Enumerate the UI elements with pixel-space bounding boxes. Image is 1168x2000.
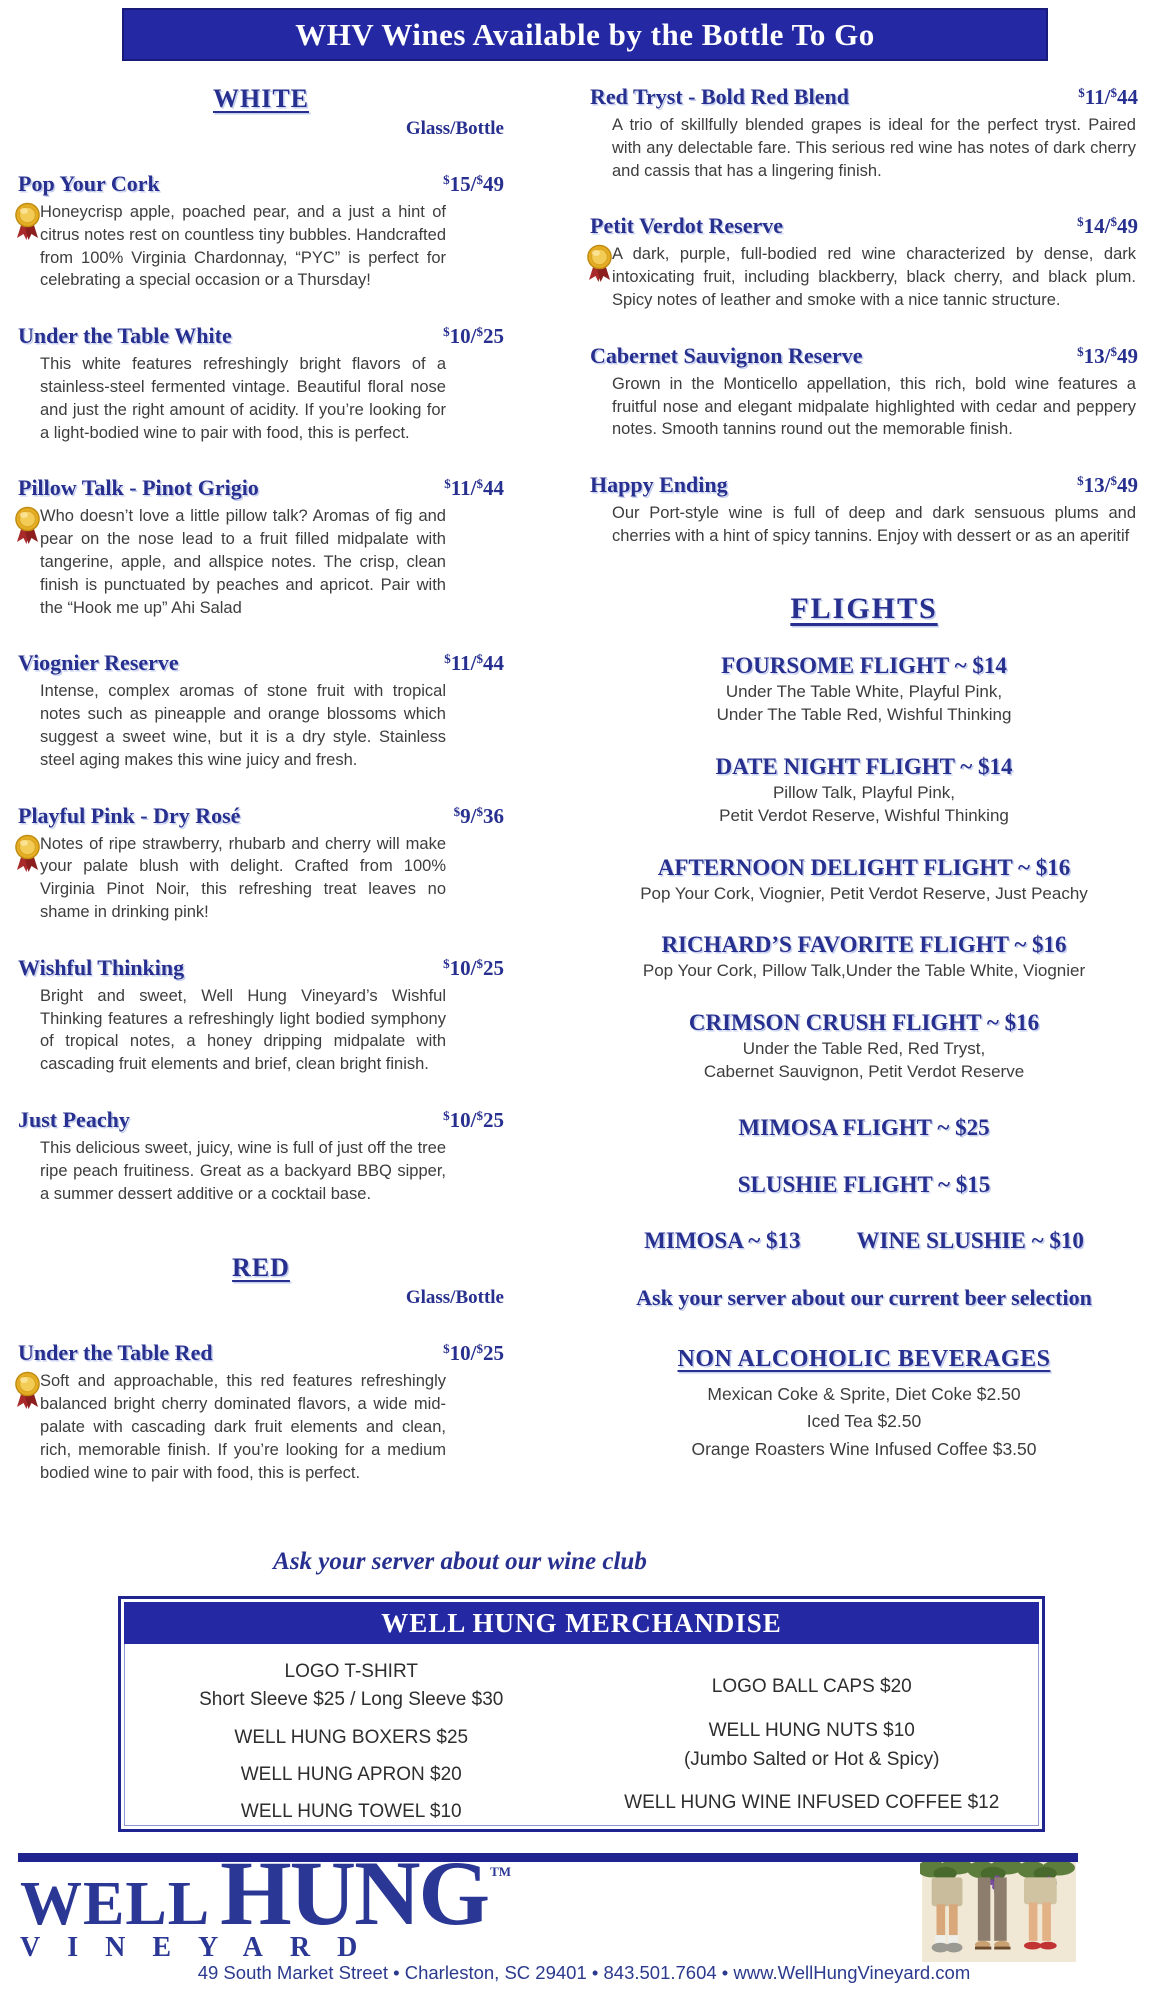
wine-entry-under-the-table-red — [18, 1340, 504, 1484]
merch-item: WELL HUNG NUTS $10 — [708, 1720, 915, 1741]
wine-entry-petit-verdot-reserve — [590, 213, 1138, 311]
flight-title: AFTERNOON DELIGHT FLIGHT ~ $16 — [657, 854, 1071, 880]
wine-entry-red-tryst — [590, 84, 1138, 182]
page-title: WHV Wines Available by the Bottle To Go — [295, 16, 875, 52]
flight-wines: Under The Table Red, Wishful Thinking — [716, 705, 1012, 725]
wine-price: $10/$25 — [443, 1107, 504, 1132]
flight-crimson-crush — [590, 1009, 1138, 1084]
footer-address: 49 South Market Street • Charleston, SC 29401 • 843.501.7604 • www.WellHungVineyard.com — [197, 1962, 971, 1983]
wine-price: $13/$49 — [1077, 343, 1138, 368]
wine-description: Honeycrisp apple, poached pear, and a just a hint of citrus notes rest on countless tiny bubbles. Handcrafted from 100% Virginia Chardonnay, “PYC” is perfect for celebrating a special occasion or a Thursday! — [40, 201, 446, 292]
wine-entry-pillow-talk — [18, 475, 504, 619]
merchandise-title: WELL HUNG MERCHANDISE — [381, 1607, 782, 1638]
wine-price: $10/$25 — [443, 955, 504, 980]
wine-price: $11/$44 — [444, 651, 504, 676]
wine-entry-under-the-table-white — [18, 323, 504, 444]
right-column — [590, 70, 1138, 1484]
single-pours-line — [590, 1228, 1138, 1254]
flight-afternoon-delight — [590, 854, 1138, 906]
wine-price: $15/$49 — [443, 172, 504, 196]
wine-slushie-price: WINE SLUSHIE ~ $10 — [856, 1227, 1084, 1253]
wine-name: Pillow Talk - Pinot Grigio — [18, 475, 259, 501]
wine-name: Happy Ending — [590, 472, 728, 498]
wine-description: Bright and sweet, Well Hung Vineyard’s Wishful Thinking features a refreshingly light bodied symphony of tropical notes, a honey dripping midpalate with cascading fruit elements and brief, clean bright finish. — [40, 986, 446, 1074]
non-alcoholic-heading: NON ALCOHOLIC BEVERAGES — [677, 1345, 1051, 1372]
white-section-heading: WHITE — [212, 84, 310, 113]
non-alcoholic-items — [590, 1381, 1138, 1464]
flight-title: DATE NIGHT FLIGHT ~ $14 — [715, 753, 1013, 779]
flight-title: CRIMSON CRUSH FLIGHT ~ $16 — [688, 1009, 1040, 1035]
wine-entry-happy-ending — [590, 472, 1138, 548]
merch-item: WELL HUNG TOWEL $10 — [240, 1801, 462, 1822]
flight-wines: Pop Your Cork, Viognier, Petit Verdot Reserve, Just Peachy — [640, 883, 1088, 903]
wine-description: Intense, complex aromas of stone fruit with tropical notes such as pineapple and orange blossoms which suggest a sweet wine, but it is a dry style. Stainless steel aging makes this wine juicy and fresh. — [40, 682, 446, 769]
merch-item: (Jumbo Salted or Hot & Spicy) — [683, 1749, 940, 1770]
wine-description: Who doesn’t love a little pillow talk? Aromas of fig and pear on the nose lead to a fruit filled midpalate with tangerine, apple, and allspice notes. The crisp, clean finish is punctuated by peaches and apricot. Pair with the “Hook me up” Ahi Salad — [40, 505, 446, 619]
merch-item: Short Sleeve $25 / Long Sleeve $30 — [199, 1689, 504, 1710]
flight-date-night — [590, 753, 1138, 828]
flight-richards-favorite — [590, 931, 1138, 983]
glass-bottle-label: Glass/Bottle — [405, 118, 504, 139]
flight-wines: Pillow Talk, Playful Pink, — [772, 782, 956, 802]
flight-title: FOURSOME FLIGHT ~ $14 — [721, 652, 1007, 678]
wine-name: Cabernet Sauvignon Reserve — [590, 342, 863, 368]
wine-entry-playful-pink — [18, 803, 504, 924]
wine-entry-wishful-thinking — [18, 955, 504, 1076]
page-banner — [122, 8, 1048, 61]
wine-name: Petit Verdot Reserve — [590, 213, 784, 239]
gold-medal-icon — [586, 244, 613, 284]
hanging-grapes-legs-illustration — [920, 1862, 1078, 1967]
merch-item: WELL HUNG BOXERS $25 — [234, 1727, 469, 1748]
mimosa-price: MIMOSA ~ $13 — [644, 1227, 801, 1253]
merch-item: WELL HUNG APRON $20 — [240, 1764, 462, 1785]
flight-wines: Pop Your Cork, Pillow Talk,Under the Table White, Viognier — [642, 961, 1086, 981]
wine-price: $10/$25 — [443, 324, 504, 349]
wine-club-note: Ask your server about our wine club — [273, 1548, 647, 1575]
wine-name: Playful Pink - Dry Rosé — [18, 802, 241, 828]
merchandise-right-list — [582, 1647, 1043, 1822]
wine-name: Viognier Reserve — [18, 650, 179, 676]
merch-item: LOGO BALL CAPS $20 — [711, 1676, 912, 1697]
gold-medal-icon — [14, 1371, 41, 1411]
flight-title: MIMOSA FLIGHT ~ $25 — [738, 1114, 990, 1140]
glass-bottle-label: Glass/Bottle — [405, 1287, 504, 1309]
well-hung-vineyard-logo — [20, 1842, 512, 1964]
logo-word-hung: HUNG — [220, 1842, 489, 1944]
wine-name: Red Tryst - Bold Red Blend — [590, 84, 849, 109]
wine-entry-pop-your-cork — [18, 171, 504, 292]
logo-word-vineyard: VINEYARD — [20, 1932, 385, 1963]
non-alcoholic-item: Orange Roasters Wine Infused Coffee $3.50 — [691, 1438, 1037, 1459]
menu-columns — [18, 70, 1150, 1484]
red-section-heading: RED — [232, 1253, 290, 1283]
trademark-symbol: TM — [490, 1864, 512, 1879]
flight-mimosa — [590, 1114, 1138, 1142]
wine-name: Just Peachy — [18, 1106, 130, 1132]
wine-description: This white features refreshingly bright flavors of a stainless-steel fermented vintage. Beautiful floral nose and just the right amount of acidity. If you’re looking for a light-bodied wine to pair with food, this is perfect. — [40, 355, 446, 442]
wine-entry-cabernet-sauvignon-reserve — [590, 343, 1138, 441]
merchandise-header — [124, 1602, 1039, 1644]
wine-description: This delicious sweet, juicy, wine is full of just off the tree ripe peach fruitiness. Great as a backyard BBQ sipper, a summer dessert additive or a cocktail base. — [40, 1138, 446, 1203]
gold-medal-icon — [14, 506, 41, 546]
wine-price: $11/$44 — [1078, 85, 1138, 109]
gold-medal-icon — [14, 834, 41, 874]
flight-wines: Under the Table Red, Red Tryst, — [742, 1038, 986, 1058]
wine-description: Grown in the Monticello appellation, this rich, bold wine features a fruitful nose and elegant midpalate highlighted with cedar and peppery notes. Smooth tannins round out the memorable finish. — [612, 374, 1136, 439]
wine-price: $13/$49 — [1077, 473, 1138, 498]
wine-entry-viognier-reserve — [18, 650, 504, 771]
flight-slushie — [590, 1171, 1138, 1199]
merchandise-box — [118, 1596, 1045, 1832]
left-column — [18, 70, 504, 1484]
flight-title: RICHARD’S FAVORITE FLIGHT ~ $16 — [661, 932, 1067, 958]
flight-wines: Under The Table White, Playful Pink, — [725, 681, 1003, 701]
wine-name: Under the Table White — [18, 323, 232, 349]
flight-wines: Petit Verdot Reserve, Wishful Thinking — [719, 806, 1009, 826]
merch-item: WELL HUNG WINE INFUSED COFFEE $12 — [624, 1792, 1000, 1813]
flight-foursome — [590, 652, 1138, 727]
merchandise-left-list — [121, 1647, 582, 1822]
wine-description: Our Port-style wine is full of deep and dark sensuous plums and cherries with a hint of spicy tannins. Enjoy with dessert or as an aperitif — [612, 504, 1136, 545]
wine-price: $10/$25 — [443, 1341, 504, 1366]
non-alcoholic-item: Iced Tea $2.50 — [806, 1411, 922, 1432]
flights-heading: FLIGHTS — [790, 591, 938, 625]
wine-entry-just-peachy — [18, 1107, 504, 1205]
wine-name: Pop Your Cork — [18, 171, 160, 196]
beer-selection-note: Ask your server about our current beer selection — [636, 1284, 1092, 1310]
wine-price: $14/$49 — [1077, 214, 1138, 239]
wine-price: $11/$44 — [444, 476, 504, 501]
wine-description: Soft and approachable, this red features refreshingly balanced bright cherry dominated flavors, a wide mid-palate with cascading dark fruit elements and clean, rich, memorable finish. If you’re looking for a medium bodied wine to pair with food, this is perfect. — [40, 1370, 446, 1484]
flight-wines: Cabernet Sauvignon, Petit Verdot Reserve — [703, 1062, 1025, 1082]
wine-description: A trio of skillfully blended grapes is ideal for the perfect tryst. Paired with any delectable fare. This serious red wine has notes of dark cherry and cassis that has a lingering finish. — [612, 116, 1136, 180]
wine-name: Under the Table Red — [18, 1340, 213, 1366]
wine-price: $9/$36 — [453, 803, 504, 828]
wine-description: A dark, purple, full-bodied red wine characterized by dense, dark intoxicating fruit, including blackberry, black cherry, and black plum. Spicy notes of leather and smoke with a nice tannic structure. — [612, 243, 1136, 311]
merch-item: LOGO T-SHIRT — [284, 1661, 418, 1682]
gold-medal-icon — [14, 202, 41, 242]
flight-title: SLUSHIE FLIGHT ~ $15 — [737, 1171, 991, 1197]
wine-description: Notes of ripe strawberry, rhubarb and cherry will make your palate blush with delight. Crafted from 100% Virginia Pinot Noir, this refreshing treat leaves no shame in drinking pink! — [40, 833, 446, 924]
logo-word-well: WELL — [20, 1870, 211, 1938]
non-alcoholic-item: Mexican Coke & Sprite, Diet Coke $2.50 — [707, 1383, 1021, 1404]
wine-name: Wishful Thinking — [18, 954, 185, 980]
